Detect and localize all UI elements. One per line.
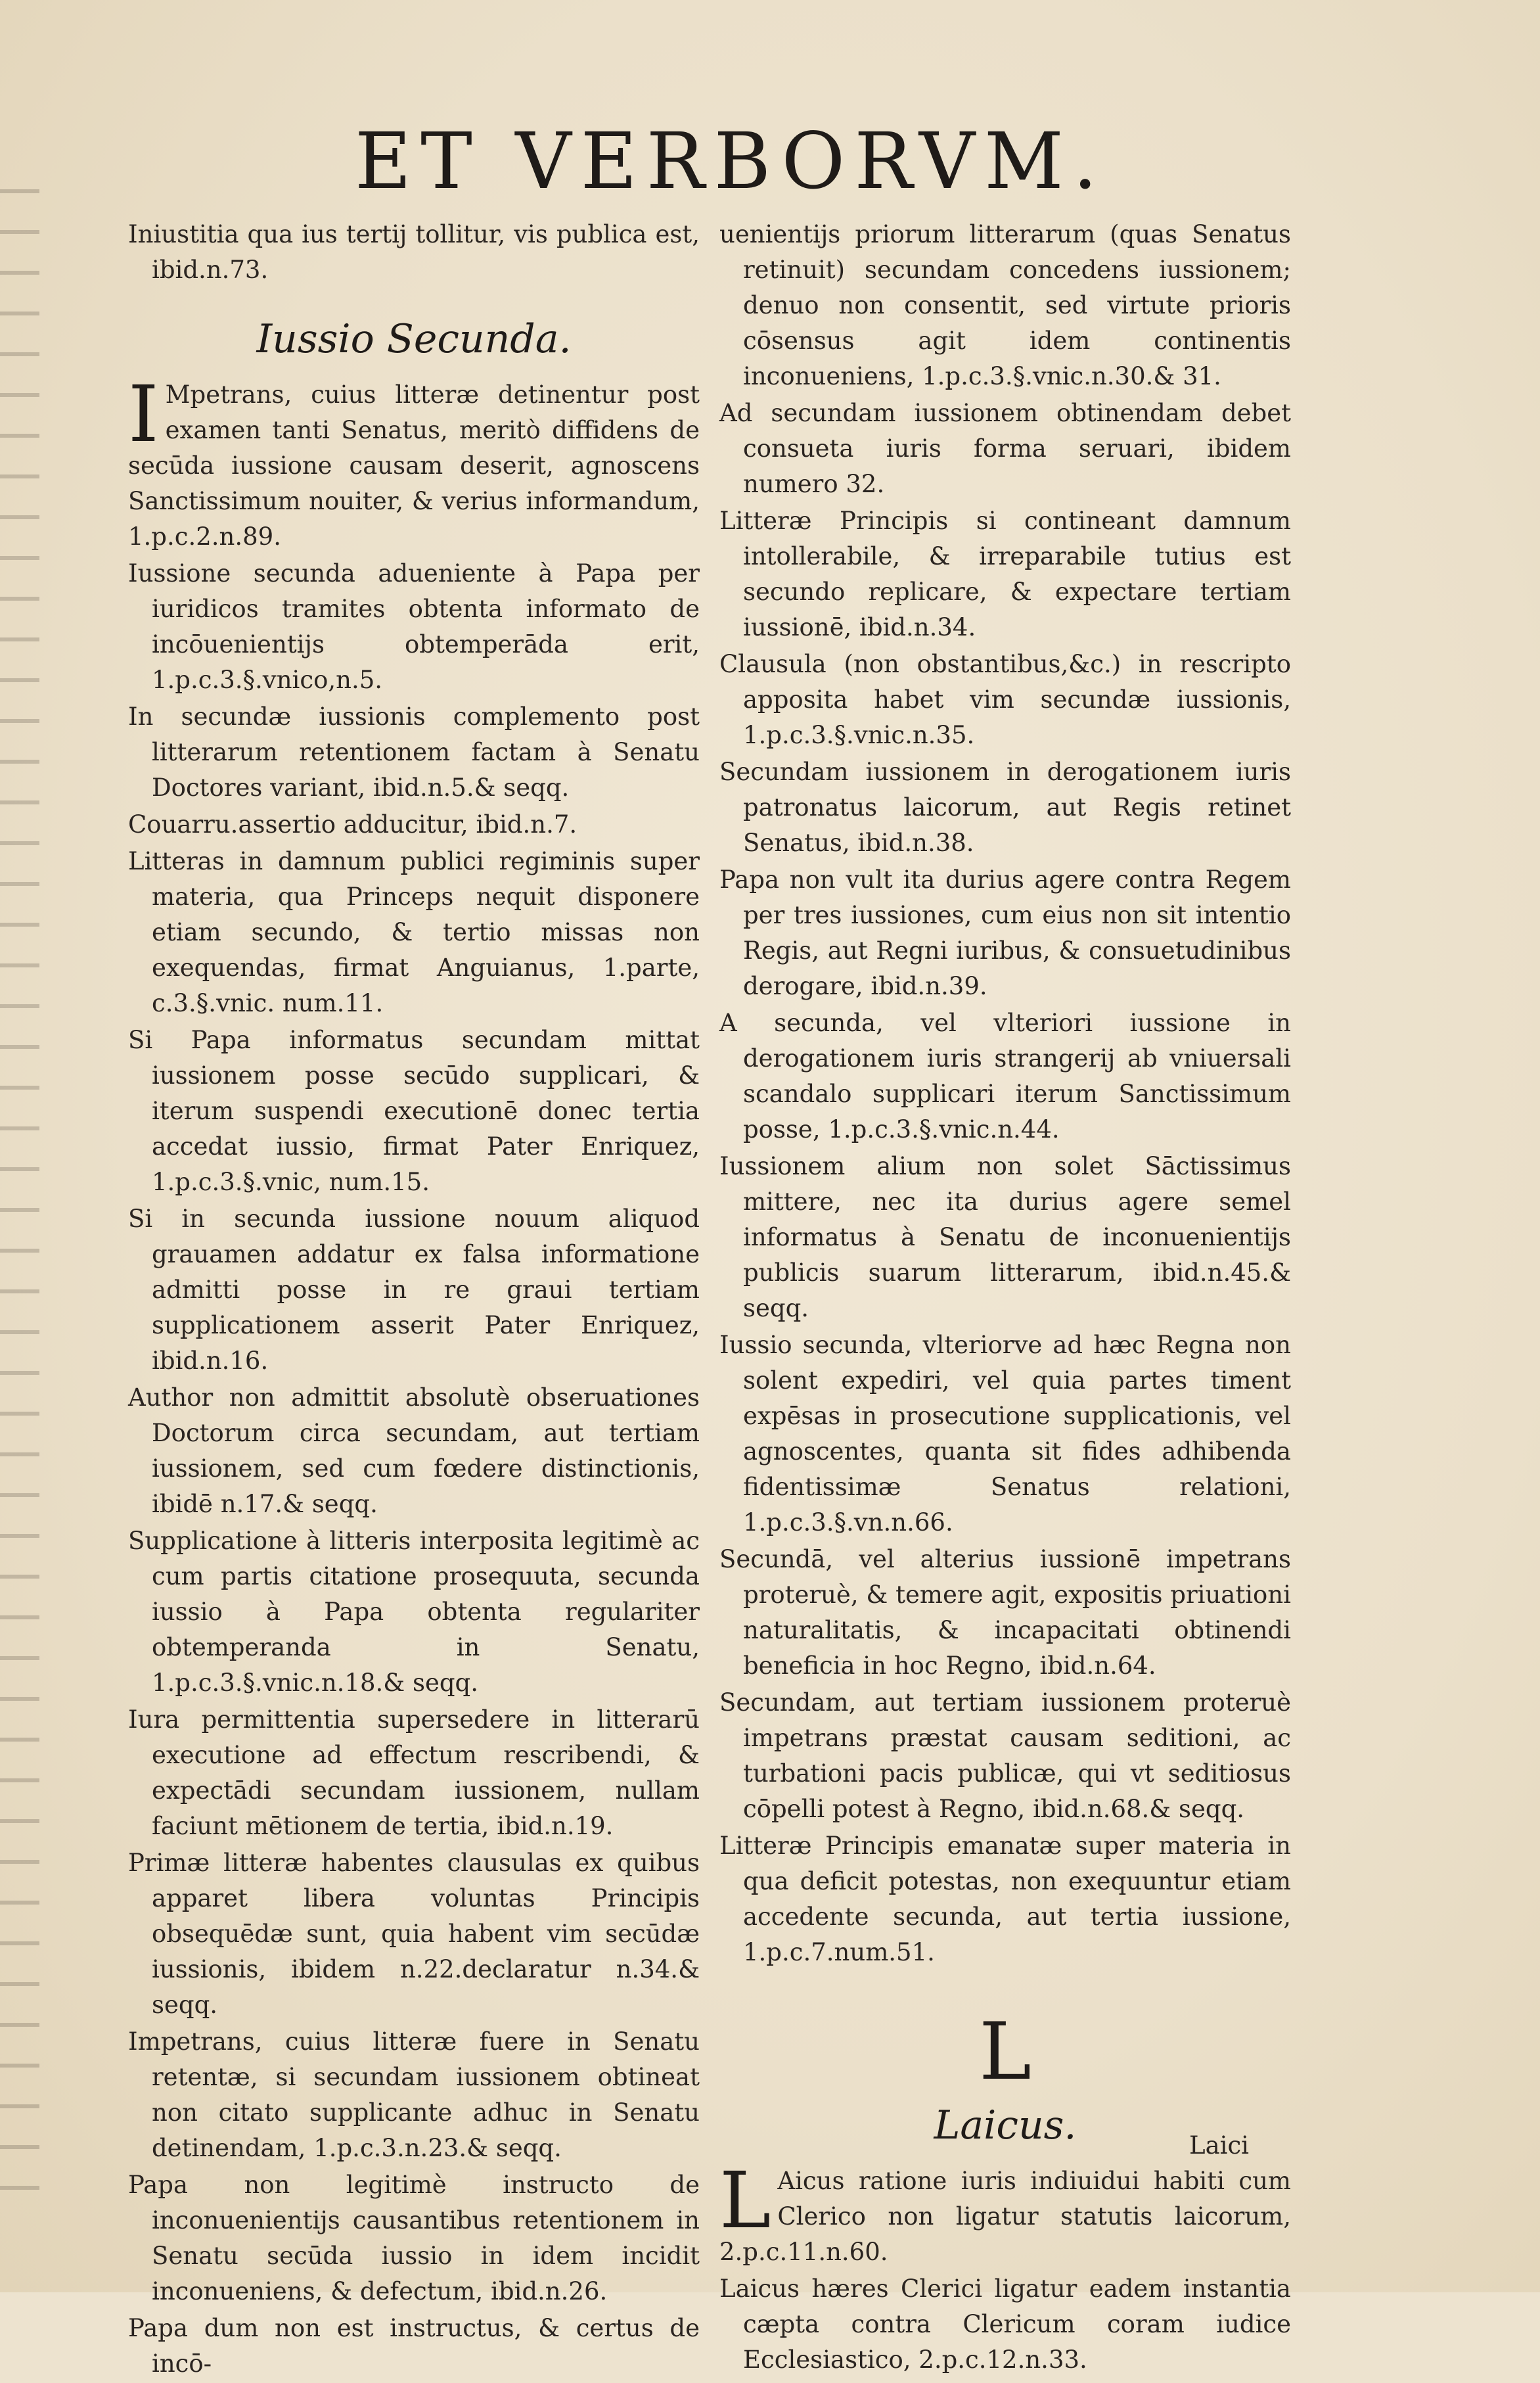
index-entry: Papa non legitimè instructo de inconuenientijs causantibus retentionem in Senatu secūda iussio in idem incidit inconueniens, & defectum, ibid.n.26. bbox=[128, 2171, 700, 2305]
index-entry: In secundæ iussionis complemento post litterarum retentionem factam à Senatu Doctores variant, ibid.n.5.& seqq. bbox=[128, 703, 700, 802]
index-entry: Iura permittentia supersedere in litterarū executione ad effectum rescribendi, & expectādi secundam iussionem, nullam faciunt mētionem de tertia, ibid.n.19. bbox=[128, 1705, 700, 1840]
index-entry: Secundā, vel alterius iussionē impetrans proteruè, & temere agit, expositis priuationi naturalitatis, & incapacitati obtinendi beneficia in hoc Regno, ibid.n.64. bbox=[719, 1545, 1291, 1680]
index-entry: Litteræ Principis si contineant damnum intollerabile, & irreparabile tutius est secundo replicare, & expectare tertiam iussionē, ibid.n.34. bbox=[719, 507, 1291, 641]
index-entry bbox=[128, 369, 700, 555]
section-title: Laicus. bbox=[934, 2102, 1077, 2148]
drop-cap: L bbox=[719, 2155, 771, 2246]
index-entry-text: Mpetrans, cuius litteræ detinentur post examen tanti Senatus, meritò diffidens de secūda iussione causam deserit, agnoscens Sanctissimum nouiter, & verius informandum, 1.p.c.2.n.89. bbox=[128, 381, 700, 551]
catchword: Laici bbox=[1189, 2131, 1250, 2160]
index-entry: Couarru.assertio adducitur, ibid.n.7. bbox=[128, 810, 578, 839]
index-entry: Author non admittit absolutè obseruationes Doctorum circa secundam, aut tertiam iussionem, sed cum fœdere distinctionis, ibidē n.17.& seqq. bbox=[128, 1383, 700, 1518]
index-entry: Si in secunda iussione nouum aliquod grauamen addatur ex falsa informatione admitti posse in re graui tertiam supplicationem asserit Pater Enriquez, ibid.n.16. bbox=[128, 1205, 700, 1375]
index-entry: Secundam, aut tertiam iussionem proteruè impetrans præstat causam seditioni, ac turbationi pacis publicæ, qui vt seditiosus cōpelli potest à Regno, ibid.n.68.& seqq. bbox=[719, 1688, 1291, 1823]
section-title: Iussio Secunda. bbox=[256, 316, 572, 362]
section-letter: L bbox=[979, 2006, 1031, 2098]
index-entry: Papa dum non est instructus, & certus de incō- bbox=[128, 2314, 700, 2378]
running-head: ET VERBORVM. bbox=[355, 116, 1107, 206]
index-entry: Impetrans, cuius litteræ fuere in Senatu retentæ, si secundam iussionem obtineat non citato supplicante adhuc in Senatu detinendam, 1.p.c.3.n.23.& seqq. bbox=[128, 2027, 700, 2162]
index-entry: Iniustitia qua ius tertij tollitur, vis publica est, ibid.n.73. bbox=[128, 220, 700, 284]
index-entry: Ad secundam iussionem obtinendam debet consueta iuris forma seruari, ibidem numero 32. bbox=[719, 399, 1291, 498]
index-entry: Primæ litteræ habentes clausulas ex quibus apparet libera voluntas Principis obsequēdæ sunt, quia habent vim secūdæ iussionis, ibidem n.22.declaratur n.34.& seqq. bbox=[128, 1849, 700, 2019]
drop-cap: I bbox=[128, 369, 159, 459]
index-entry: Papa non vult ita durius agere contra Regem per tres iussiones, cum eius non sit intentio Regis, aut Regni iuribus, & consuetudinibus derogare, ibid.n.39. bbox=[719, 866, 1291, 1000]
index-entry: Laicus hæres Clerici ligatur eadem instantia cæpta contra Clericum coram iudice Ecclesiastico, 2.p.c.12.n.33. bbox=[719, 2275, 1291, 2374]
index-entry: Iussionem alium non solet Sāctissimus mittere, nec ita durius agere semel informatus à Senatu de inconuenientijs publicis suarum litterarum, ibid.n.45.& seqq. bbox=[719, 1152, 1291, 1322]
index-entry: Litteras in damnum publici regiminis super materia, qua Princeps nequit disponere etiam secundo, & tertio missas non exequendas, firmat Anguianus, 1.parte, c.3.§.vnic. num.11. bbox=[128, 847, 700, 1017]
index-entry: Litteræ Principis emanatæ super materia in qua deficit potestas, non exequuntur etiam accedente secunda, aut tertia iussione, 1.p.c.7.num.51. bbox=[719, 1832, 1291, 1966]
index-entry bbox=[719, 2155, 1291, 2270]
right-column bbox=[719, 217, 1291, 2379]
index-entry: Si Papa informatus secundam mittat iussionem posse secūdo supplicari, & iterum suspendi executionē donec tertia accedat iussio, firmat Pater Enriquez, 1.p.c.3.§.vnic, num.15. bbox=[128, 1026, 700, 1196]
adjacent-page-edge bbox=[0, 171, 39, 2208]
index-entry: Iussione secunda adueniente à Papa per iuridicos tramites obtenta informato de incōuenientijs obtemperāda erit, 1.p.c.3.§.vnico,n.5. bbox=[128, 559, 700, 694]
index-entry-text: Aicus ratione iuris indiuidui habiti cum Clerico non ligatur statutis laicorum, 2.p.c.11.n.60. bbox=[719, 2167, 1291, 2266]
index-entry: Supplicatione à litteris interposita legitimè ac cum partis citatione prosequuta, secunda iussio à Papa obtenta regulariter obtemperanda in Senatu, 1.p.c.3.§.vnic.n.18.& seqq. bbox=[128, 1527, 700, 1697]
index-entry: Secundam iussionem in derogationem iuris patronatus laicorum, aut Regis retinet Senatus, ibid.n.38. bbox=[719, 758, 1291, 857]
index-entry: A secunda, vel vlteriori iussione in derogationem iuris strangerij ab vniuersali scandalo supplicari iterum Sanctissimum posse, 1.p.c.3.§.vnic.n.44. bbox=[719, 1009, 1291, 1144]
index-entry: Iussio secunda, vlteriorve ad hæc Regna non solent expediri, vel quia partes timent expēsas in prosecutione supplicationis, vel agnoscentes, quanta sit fides adhibenda fidentissimæ Senatus relationi, 1.p.c.3.§.vn.n.66. bbox=[719, 1331, 1291, 1537]
index-entry: Clausula (non obstantibus,&c.) in rescripto apposita habet vim secundæ iussionis, 1.p.c.3.§.vnic.n.35. bbox=[719, 650, 1291, 749]
index-entry: uenientijs priorum litterarum (quas Senatus retinuit) secundam concedens iussionem; denuo non consentit, sed virtute prioris cōsensus agit idem continentis inconueniens, 1.p.c.3.§.vnic.n.30.& 31. bbox=[719, 220, 1291, 390]
left-column bbox=[128, 217, 700, 2383]
